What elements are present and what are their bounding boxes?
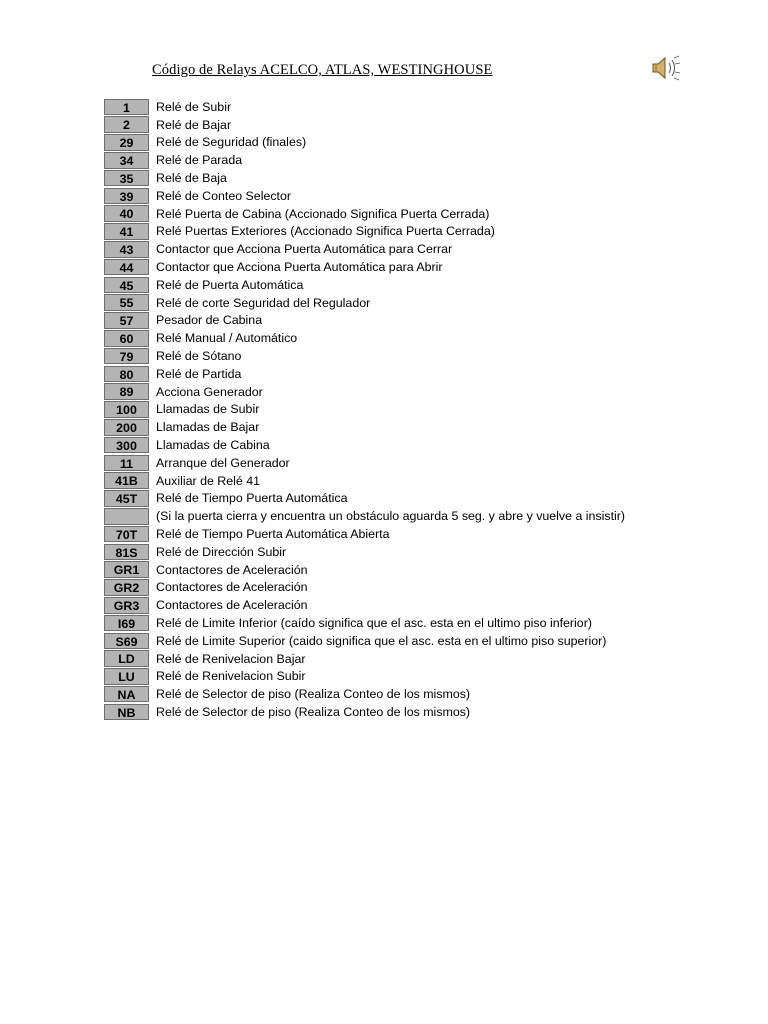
relay-row <box>104 401 625 419</box>
relay-row <box>104 525 625 543</box>
relay-row <box>104 329 625 347</box>
relay-description: Arranque del Generador <box>156 455 290 470</box>
relay-description: Contactores de Aceleración <box>156 562 308 577</box>
relay-code-cell: 89 <box>104 383 149 400</box>
relay-row <box>104 543 625 561</box>
relay-description: Relé Puertas Exteriores (Accionado Significa Puerta Cerrada) <box>156 224 495 239</box>
relay-row <box>104 418 625 436</box>
relay-description: Relé Puerta de Cabina (Accionado Significa Puerta Cerrada) <box>156 206 490 221</box>
relay-description: Relé de Subir <box>156 99 232 114</box>
relay-row <box>104 685 625 703</box>
relay-code-cell: NB <box>104 704 149 721</box>
relay-code-cell: 45T <box>104 490 149 507</box>
relay-description: Relé de corte Seguridad del Regulador <box>156 295 371 310</box>
relay-row <box>104 561 625 579</box>
relay-code-cell: 1 <box>104 99 149 116</box>
relay-code-cell: LD <box>104 650 149 667</box>
relay-code-cell: I69 <box>104 615 149 632</box>
relay-code-cell: 200 <box>104 419 149 436</box>
relay-row <box>104 614 625 632</box>
relay-code-cell: 41 <box>104 223 149 240</box>
relay-description: Relé de Sótano <box>156 349 242 364</box>
relay-code-cell: 35 <box>104 170 149 187</box>
relay-description: Relé de Renivelacion Bajar <box>156 651 306 666</box>
relay-row <box>104 472 625 490</box>
relay-description: Contactor que Acciona Puerta Automática para Cerrar <box>156 242 453 257</box>
relay-description: Pesador de Cabina <box>156 313 263 328</box>
relay-code-cell: 55 <box>104 294 149 311</box>
relay-description: Relé de Parada <box>156 153 243 168</box>
relay-description: Relé de Renivelacion Subir <box>156 669 306 684</box>
relay-description: Relé de Limite Superior (caido significa que el asc. esta en el ultimo piso superior) <box>156 633 607 648</box>
relay-row <box>104 169 625 187</box>
relay-row <box>104 454 625 472</box>
relay-code-cell: 2 <box>104 116 149 133</box>
relay-description: Relé de Baja <box>156 171 227 186</box>
relay-description: Contactores de Aceleración <box>156 598 308 613</box>
relay-code-cell: 60 <box>104 330 149 347</box>
relay-code-cell: 41B <box>104 472 149 489</box>
relay-code-cell: GR2 <box>104 579 149 596</box>
relay-code-cell: 79 <box>104 348 149 365</box>
relay-description: Relé de Selector de piso (Realiza Conteo de los mismos) <box>156 704 471 719</box>
relay-description: Relé de Tiempo Puerta Automática <box>156 491 348 506</box>
relay-description: Relé Manual / Automático <box>156 331 298 346</box>
relay-row <box>104 134 625 152</box>
relay-code-cell: 70T <box>104 526 149 543</box>
relay-description: Relé de Bajar <box>156 117 232 132</box>
relay-row <box>104 490 625 508</box>
relay-description: Relé de Conteo Selector <box>156 188 292 203</box>
relay-row <box>104 632 625 650</box>
relay-row <box>104 703 625 721</box>
relay-row <box>104 151 625 169</box>
relay-row <box>104 347 625 365</box>
relay-description: Llamadas de Subir <box>156 402 260 417</box>
relay-description: Contactores de Aceleración <box>156 580 308 595</box>
relay-row <box>104 312 625 330</box>
relay-code-cell <box>104 508 149 525</box>
page-title: Código de Relays ACELCO, ATLAS, WESTINGHOUSE <box>152 62 493 78</box>
relay-description: (Si la puerta cierra y encuentra un obstáculo aguarda 5 seg. y abre y vuelve a insistir) <box>156 509 626 524</box>
relay-description: Llamadas de Bajar <box>156 420 260 435</box>
relay-description: Acciona Generador <box>156 384 263 399</box>
relay-code-cell: 300 <box>104 437 149 454</box>
relay-code-cell: 44 <box>104 259 149 276</box>
relay-description: Relé de Partida <box>156 366 242 381</box>
relay-code-cell: 45 <box>104 277 149 294</box>
relay-description: Relé de Selector de piso (Realiza Conteo de los mismos) <box>156 687 471 702</box>
relay-code-cell: GR1 <box>104 561 149 578</box>
relay-row <box>104 596 625 614</box>
relay-code-cell: NA <box>104 686 149 703</box>
relay-row <box>104 365 625 383</box>
relay-row <box>104 436 625 454</box>
relay-row <box>104 205 625 223</box>
relay-description: Llamadas de Cabina <box>156 438 270 453</box>
relay-code-cell: 81S <box>104 544 149 561</box>
relay-row <box>104 507 625 525</box>
relay-row <box>104 650 625 668</box>
relay-code-cell: 11 <box>104 455 149 472</box>
relay-row <box>104 276 625 294</box>
relay-row <box>104 98 625 116</box>
relay-code-cell: 80 <box>104 366 149 383</box>
relay-code-table <box>104 98 625 721</box>
relay-code-cell: 43 <box>104 241 149 258</box>
relay-description: Relé de Puerta Automática <box>156 277 304 292</box>
relay-description: Relé de Tiempo Puerta Automática Abierta <box>156 527 390 542</box>
speaker-icon[interactable] <box>648 54 682 82</box>
relay-code-cell: 34 <box>104 152 149 169</box>
relay-row <box>104 187 625 205</box>
relay-code-cell: 100 <box>104 401 149 418</box>
relay-row <box>104 240 625 258</box>
relay-code-cell: GR3 <box>104 597 149 614</box>
relay-row <box>104 116 625 134</box>
relay-row <box>104 383 625 401</box>
relay-description: Contactor que Acciona Puerta Automática para Abrir <box>156 260 443 275</box>
relay-code-cell: 57 <box>104 312 149 329</box>
relay-code-cell: 39 <box>104 188 149 205</box>
relay-row <box>104 258 625 276</box>
relay-row <box>104 223 625 241</box>
relay-description: Relé de Dirección Subir <box>156 544 287 559</box>
relay-row <box>104 294 625 312</box>
relay-code-cell: LU <box>104 668 149 685</box>
relay-description: Relé de Limite Inferior (caído significa que el asc. esta en el ultimo piso inferior) <box>156 616 592 630</box>
relay-code-cell: 40 <box>104 205 149 222</box>
relay-code-cell: 29 <box>104 134 149 151</box>
relay-description: Auxiliar de Relé 41 <box>156 473 261 488</box>
relay-row <box>104 668 625 686</box>
relay-code-cell: S69 <box>104 633 149 650</box>
relay-row <box>104 579 625 597</box>
relay-description: Relé de Seguridad (finales) <box>156 135 307 150</box>
